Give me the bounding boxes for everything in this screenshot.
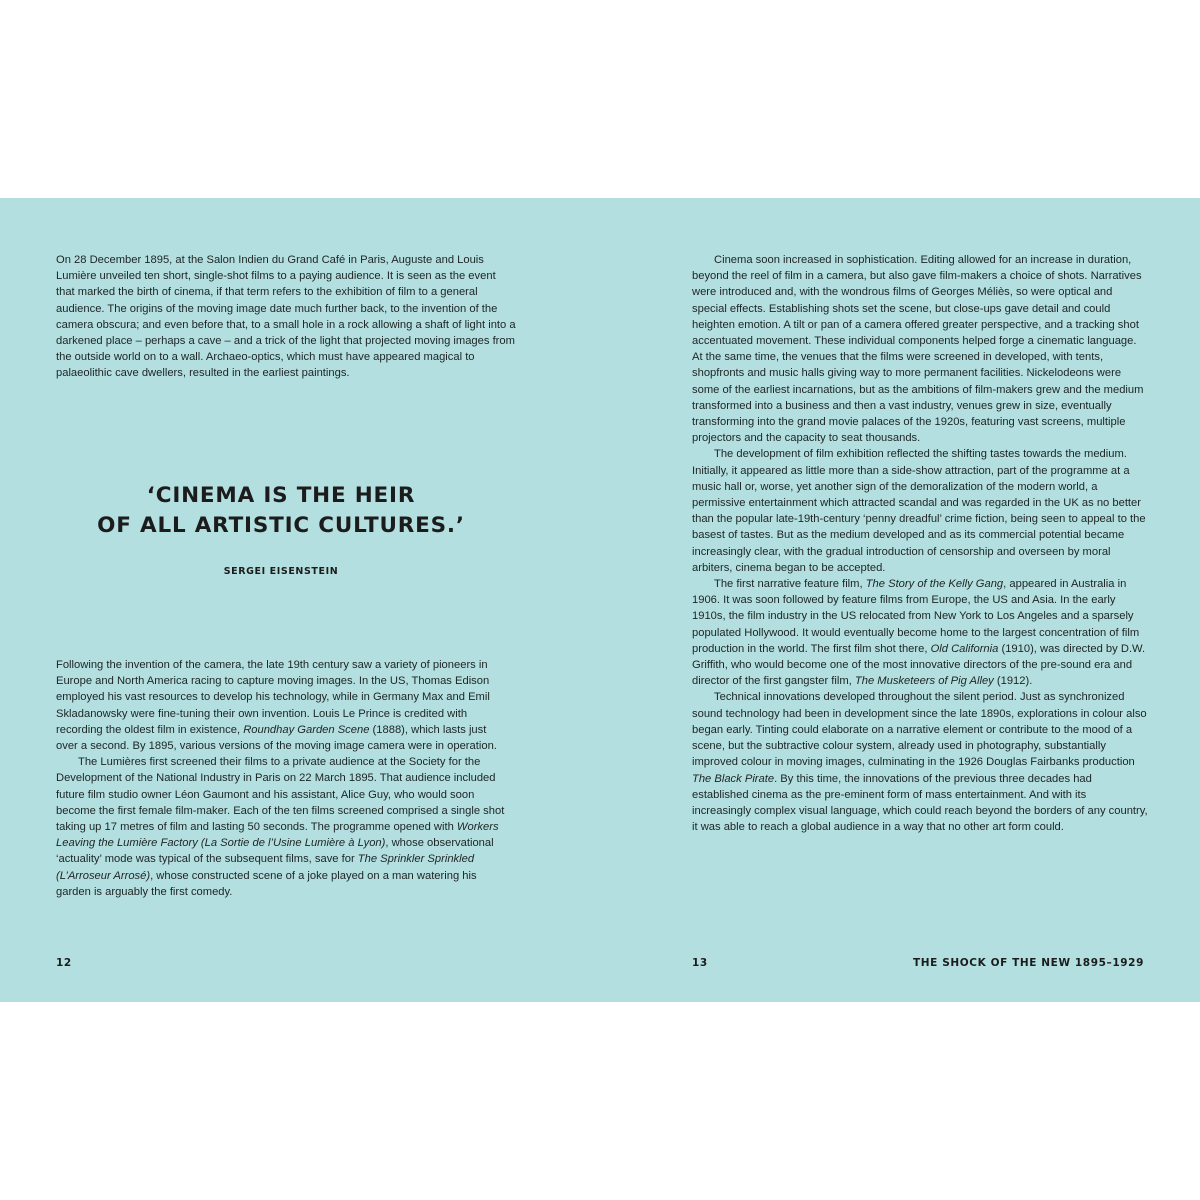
intro-paragraph: On 28 December 1895, at the Salon Indien du Grand Café in Paris, Auguste and Louis Lumière unveiled ten short, single-shot films to a paying audience. It is seen as the event that marked the birth of cinema, if that term refers to the exhibition of film to a general audience. The origins of the moving image date much further back, to the invention of the camera obscura; and even before that, to a small hole in a rock allowing a shaft of light into a darkened place – perhaps a cave – and a trick of the light that projected moving images from the outside world on to a wall. Archaeo-optics, which must have appeared magical to palaeolithic cave dwellers, resulted in the earliest paintings.	[56, 254, 516, 380]
body-paragraph	[692, 576, 1148, 689]
film-title: The Sprinkler Sprinkled (L’Arroseur Arrosé)	[56, 853, 475, 882]
text-run: , appeared in Australia in 1906. It was soon followed by feature films from Europe, the US and Asia. In the early 1910s, the film industry in the US relocated from New York to Los Angeles and a sparsely populated Hollywood. It would eventually become home to the largest concentration of film production in the world. The first film shot there,	[692, 578, 1140, 655]
body-paragraph	[692, 689, 1148, 835]
body-paragraph	[56, 754, 508, 900]
left-body-column	[56, 657, 508, 900]
left-intro-column	[56, 252, 516, 382]
body-paragraph: The development of film exhibition reflected the shifting tastes towards the medium. Initially, it appeared as little more than a side-show attraction, part of the programme at a music hall or, worse, yet another sign of the demoralization of the modern world, a permissive entertainment which attracted scandal and was regarded in the UK as no better than the popular late-19th-century ‘penny dreadful’ crime fiction, being seen to appeal to the basest of tastes. But as the medium developed and as its commercial potential became increasingly clear, with the gradual introduction of censorship and overseen by moral arbiters, cinema began to be accepted.	[692, 448, 1146, 574]
body-paragraph: Cinema soon increased in sophistication. Editing allowed for an increase in duration, beyond the reel of film in a camera, but also gave film-makers a choice of shots. Narratives were introduced and, with the wondrous films of Georges Méliès, so were optical and special effects. Establishing shots set the scene, but close-ups gave detail and could heighten emotion. A tilt or pan of a camera offered greater perspective, and a tracking shot accentuated movement. These individual components helped forge a cinematic language. At the same time, the venues that the films were screened in developed, with tents, shopfronts and music halls giving way to more permanent facilities. Nickelodeons were some of the earliest incarnations, but as the ambitions of film-makers grew and the medium transformed into a business and then a vast industry, venues grew in size, eventually transforming into the grand movie palaces of the 1920s, featuring vast screens, multiple projectors and the capacity to seat thousands.	[692, 254, 1144, 445]
film-title: Workers Leaving the Lumière Factory (La Sortie de l’Usine Lumière à Lyon)	[56, 821, 499, 850]
text-run: , whose constructed scene of a joke played on a man watering his garden is arguably the first comedy.	[56, 869, 477, 898]
text-run: . By this time, the innovations of the previous three decades had established cinema as the pre-eminent form of mass entertainment. And with its increasingly complex visual language, which could reach beyond the borders of any country, it was able to reach a global audience in a way that no other art form could.	[692, 772, 1148, 834]
page-number-left: 12	[56, 957, 72, 969]
pull-quote-line-1: ‘CINEMA IS THE HEIR	[146, 483, 416, 508]
running-head: THE SHOCK OF THE NEW 1895–1929	[913, 957, 1144, 969]
pull-quote-line-2: OF ALL ARTISTIC CULTURES.’	[97, 513, 465, 538]
film-title: The Story of the Kelly Gang	[865, 578, 1004, 591]
book-spread	[0, 198, 1200, 1002]
text-run: (1912).	[993, 675, 1033, 688]
right-body-column	[692, 252, 1148, 835]
quote-attribution: SERGEI EISENSTEIN	[223, 566, 339, 577]
text-run: The first narrative feature film,	[714, 578, 866, 591]
text-run: (1910), was directed by D.W. Griffith, who would become one of the most innovative directors of the pre-sound era and director of the first gangster film,	[692, 642, 1146, 688]
film-title: The Black Pirate	[692, 772, 775, 785]
pull-quote	[56, 481, 506, 541]
text-run: (1888), which lasts just over a second. By 1895, various versions of the moving image camera were in operation.	[56, 723, 497, 753]
text-run: Technical innovations developed throughout the silent period. Just as synchronized sound technology had been in development since the late 1890s, explorations in colour also began early. Tinting could elaborate on a narrative element or contribute to the mood of a scene, but the subtractive colour system, already used in photography, substantially improved colour in moving images, culminating in the 1926 Douglas Fairbanks production	[692, 691, 1147, 769]
text-run: The Lumières first screened their films to a private audience at the Society for the Development of the National Industry in Paris on 22 March 1895. That audience included future film studio owner Léon Gaumont and his assistant, Alice Guy, who would soon become the first female film-maker. Each of the ten films screened comprised a single shot taking up 17 metres of film and lasting 50 seconds. The programme opened with	[56, 756, 505, 834]
page-number-right: 13	[692, 957, 708, 969]
film-title: The Musketeers of Pig Alley	[854, 675, 994, 688]
film-title: Roundhay Garden Scene	[243, 723, 370, 736]
body-paragraph	[56, 657, 508, 754]
text-run: Following the invention of the camera, the late 19th century saw a variety of pioneers in Europe and North America racing to capture moving images. In the US, Thomas Edison employed his vast resources to develop his technology, while in Germany Max and Emil Skladanowsky were fine-tuning their own invention. Louis Le Prince is credited with recording the oldest film in existence,	[56, 659, 490, 736]
film-title: Old California	[930, 642, 999, 655]
text-run: , whose observational ‘actuality’ mode was typical of the subsequent films, save for	[56, 837, 494, 866]
